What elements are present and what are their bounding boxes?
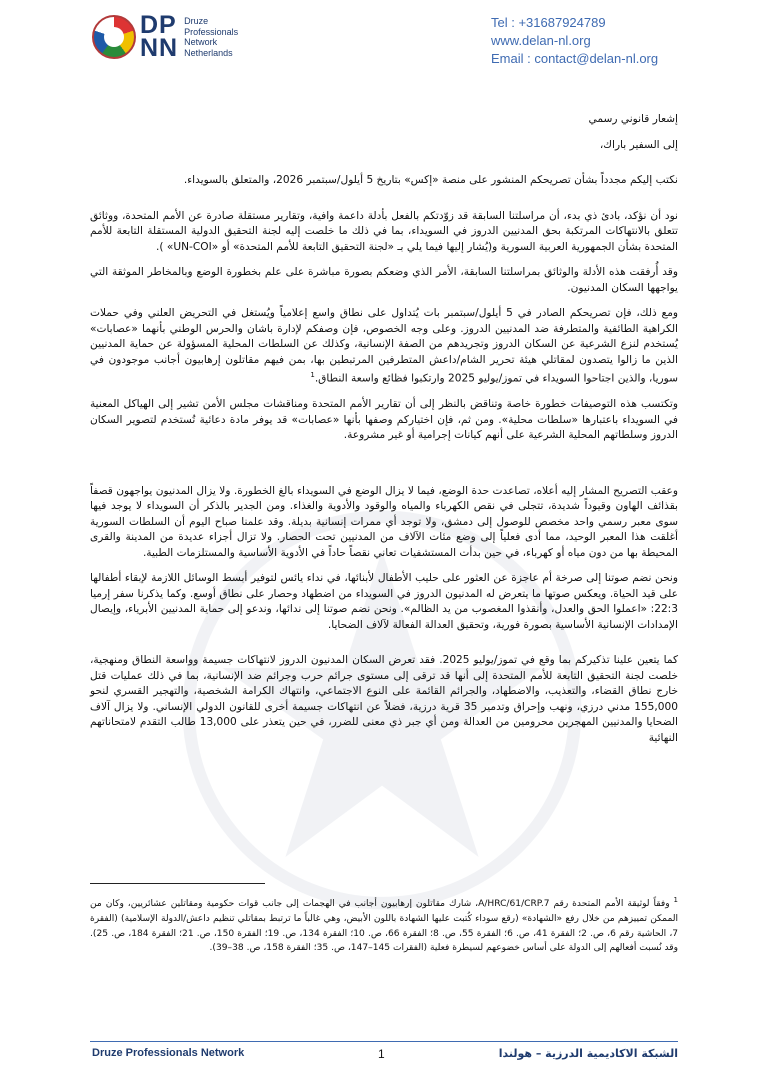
letter-paragraph: وتكتسب هذه التوصيفات خطورة خاصة وتناقض بالنظر إلى أن تقارير الأمم المتحدة ومناقشات مجلس الأمن تشير إلى الهياكل المعنية في السويداء باعتبارها «سلطات محلية». ومن ثم، فإن اختياركم وصفها بأنها «عصابات» قد يوفر مادة دعائية تُستخدم لتصوير السكان الدروز وسلطاتهم المحلية الشرعية على أنهم كيانات إجرامية أو غير مشروعة. xyxy=(90,398,678,442)
footer-org-name-en: Druze Professionals Network xyxy=(92,1047,245,1059)
letter-paragraph: ونحن نضم صوتنا إلى صرخة أم عاجزة عن العثور على حليب الأطفال لأبنائها، في نداء يائس لتوفير أبسط الوسائل اللازمة لإبقاء أطفالها على قيد الحياة. ويعكس صوتها ما يتعرض له المدنيون الدروز في السويداء من اضطهاد وحصار على نطاق أوسع. وكما يذكرنا سفر إرميا 22:3: «اعملوا الحق والعدل، وأنقذوا المغصوب من يد الظالم». ونحن نضم صوتنا إلى ندائها، وندعو إلى حماية المدنيين الأبرياء، وإيصال الإمدادات الإنسانية الأساسية بصورة فورية، وتحقيق العدالة الفعالة لآلاف الضحايا. xyxy=(90,572,678,631)
letter-paragraph: كما يتعين علينا تذكيركم بما وقع في تموز/يوليو 2025. فقد تعرض السكان المدنيون الدروز لانتهاكات جسيمة وواسعة النطاق ومنهجية، خلصت لجنة التحقيق التابعة للأمم المتحدة إلى أنها قد ترقى إلى مستوى جرائم حرب وجرائم ضد الإنسانية، بما في ذلك عمليات قتل خارج نطاق القضاء، والتعذيب، والاضطهاد، والجرائم القائمة على النوع الاجتماعي، وانتهاك الكرامة الشخصية، والتهجير القسري لنحو 155,000 مدني درزي، ونهب وإحراق وتدمير 35 قرية درزية، فضلاً عن انتهاكات جسيمة أخرى للقانون الدولي الإنساني. ولا يزال آلاف الضحايا والمدنيين المهجرين محرومين من العدالة ومن أي جبر ذي معنى للضرر، في حين يتعذر على 13,000 طالب التقدم لامتحاناتهم النهائية xyxy=(90,654,679,744)
logo-sub-line: Network xyxy=(184,37,218,47)
logo-letters-bottom: NN xyxy=(140,34,179,62)
logo-subtitle xyxy=(184,16,238,58)
footnote-separator xyxy=(90,883,265,884)
logo-sub-line: Professionals xyxy=(184,26,239,37)
letter-paragraph: وقد أُرفقت هذه الأدلة والوثائق بمراسلتنا السابقة، الأمر الذي وضعكم بصورة مباشرة على علم بخطورة الوضع وبالمخاطر الموثقة التي يواجهها السكان المدنيون. xyxy=(90,266,678,294)
footer-divider xyxy=(90,1041,678,1042)
footnote-reference[interactable]: 1 xyxy=(310,371,315,379)
letter-intro: نكتب إليكم مجدداً بشأن تصريحكم المنشور على منصة «إكس» بتاريخ 5 أيلول/سبتمبر 2026، والمتعلق بالسويداء. xyxy=(183,174,678,186)
footer-org-name-ar: الشبكة الاكاديمية الدرزية – هولندا xyxy=(498,1047,678,1060)
contact-email-link[interactable]: Email : contact@delan-nl.org xyxy=(491,51,659,66)
logo-letters-top: DP xyxy=(140,11,177,39)
letter-body xyxy=(90,112,678,746)
letter-heading: إشعار قانوني رسمي xyxy=(588,113,678,125)
contact-website-link[interactable]: www.delan-nl.org xyxy=(491,33,591,48)
letter-recipient: إلى السفير باراك، xyxy=(599,138,678,151)
logo-sub-line: Druze xyxy=(184,16,209,26)
druze-star-icon xyxy=(92,15,136,59)
footnote-text: وفقاً لوثيقة الأمم المتحدة رقم A/HRC/61/CRP.7، شارك مقاتلون إرهابيون أجانب في الهجمات إلى جانب قوات حكومية ومقاتلين عشائريين، وكان من الممكن تمييزهم من خلال رفع «الشهادة» (رقع سوداء كُتبت عليها الشهادة باللون الأبيض، وهي غالباً ما ترتبط بمقاتلي تنظيم داعش/الدولة الإسلامية) (الفقرة 7، الحاشية رقم 6، ص. 2؛ الفقرة 41، ص. 6؛ الفقرة 55، ص. 8؛ الفقرة 66، ص. 10؛ الفقرة 134، ص. 19؛ الفقرة 150، ص. 21؛ الفقرة 184، ص. 25). وقد نُسبت أفعالهم إلى الدولة على أساس خضوعهم لسيطرة فعلية (الفقرات 145–147، ص. 35؛ الفقرة 158، ص. 38–39). xyxy=(90,899,679,954)
contact-phone: Tel : +31687924789 xyxy=(491,15,606,30)
contact-block xyxy=(491,14,658,68)
page-number: 1 xyxy=(378,1047,385,1061)
letter-paragraph: نود أن نؤكد، بادئ ذي بدء، أن مراسلتنا السابقة قد زوّدتكم بالفعل بأدلة داعمة وافية، وتقارير مستقلة صادرة عن الأمم المتحدة، ووثائق تتعلق بالانتهاكات المرتكبة بحق المدنيين الدروز في السويداء، بما في ذلك ما خلصت إليه لجنة التحقيق الدولية المستقلة التابعة للأمم المتحدة بشأن الجمهورية العربية السورية و(يُشار إليها فيما يلي بـ «لجنة التحقيق التابعة للأمم المتحدة» أو «UN-COI» ). xyxy=(90,209,678,253)
logo-sub-line: Netherlands xyxy=(184,47,233,58)
letter-paragraph: وعقب التصريح المشار إليه أعلاه، تصاعدت حدة الوضع، فيما لا يزال الوضع في السويداء بالغ الخطورة. ولا يزال المدنيون يواجهون قصفاً بقذائف الهاون وقيوداً شديدة، تتجلى في نقص الكهرباء والمياه والوقود والأدوية والغذاء. ومن الجدير بالذكر أن السويداء لا يوجد فيها سوى معبر رسمي واحد مخصص للوصول إلى دمشق، ولا توجد أي ممرات إنسانية بديلة. وقد علمنا صباح اليوم أن السلطات السورية أغلقت هذا المعبر الوحيد، مما أدى فعلياً إلى وضع مئات الآلاف من المدنيين تحت الحصار. ولا تزال أجزاء عديدة من المدينة والقرى المحيطة بها من دون مياه أو كهرباء، في حين بدأت المستشفيات تعاني نقصاً حاداً في الأدوية الأساسية والمستلزمات الطبية. xyxy=(90,484,678,559)
logo-letters xyxy=(140,11,179,62)
letter-paragraph-text: ومع ذلك، فإن تصريحكم الصادر في 5 أيلول/سبتمبر بات يُتداول على نطاق واسع إعلامياً ويُستغل في التحريض العلني وفي حملات الكراهية الطائفية والمتطرفة ضد المدنيين الدروز. وعلى وجه الخصوص، فإن وصفكم لإدارة باشان والحرس الوطني بأنهما «عصابات» يُستخدم لنزع الشرعية عن السكان الدروز وتجريدهم من الصفة الإنسانية، وكذلك عن السلطات المحلية المسؤولة عن حماية المدنيين الذين ما زالوا يتصدون لمقاتلي هيئة تحرير الشام/داعش المتطرفين المرتبطين بها، بمن فيهم مقاتلون إرهابيون أجانب موجودون في سوريا، والذين اجتاحوا السويداء في تموز/يوليو 2025 وارتكبوا فظائع واسعة النطاق. xyxy=(90,307,678,385)
dpnn-logo xyxy=(92,11,239,62)
footnote-mark: 1 xyxy=(673,896,678,904)
footnote xyxy=(90,893,678,956)
letterhead xyxy=(0,0,763,80)
letter-paragraph-with-footnote xyxy=(90,306,678,387)
